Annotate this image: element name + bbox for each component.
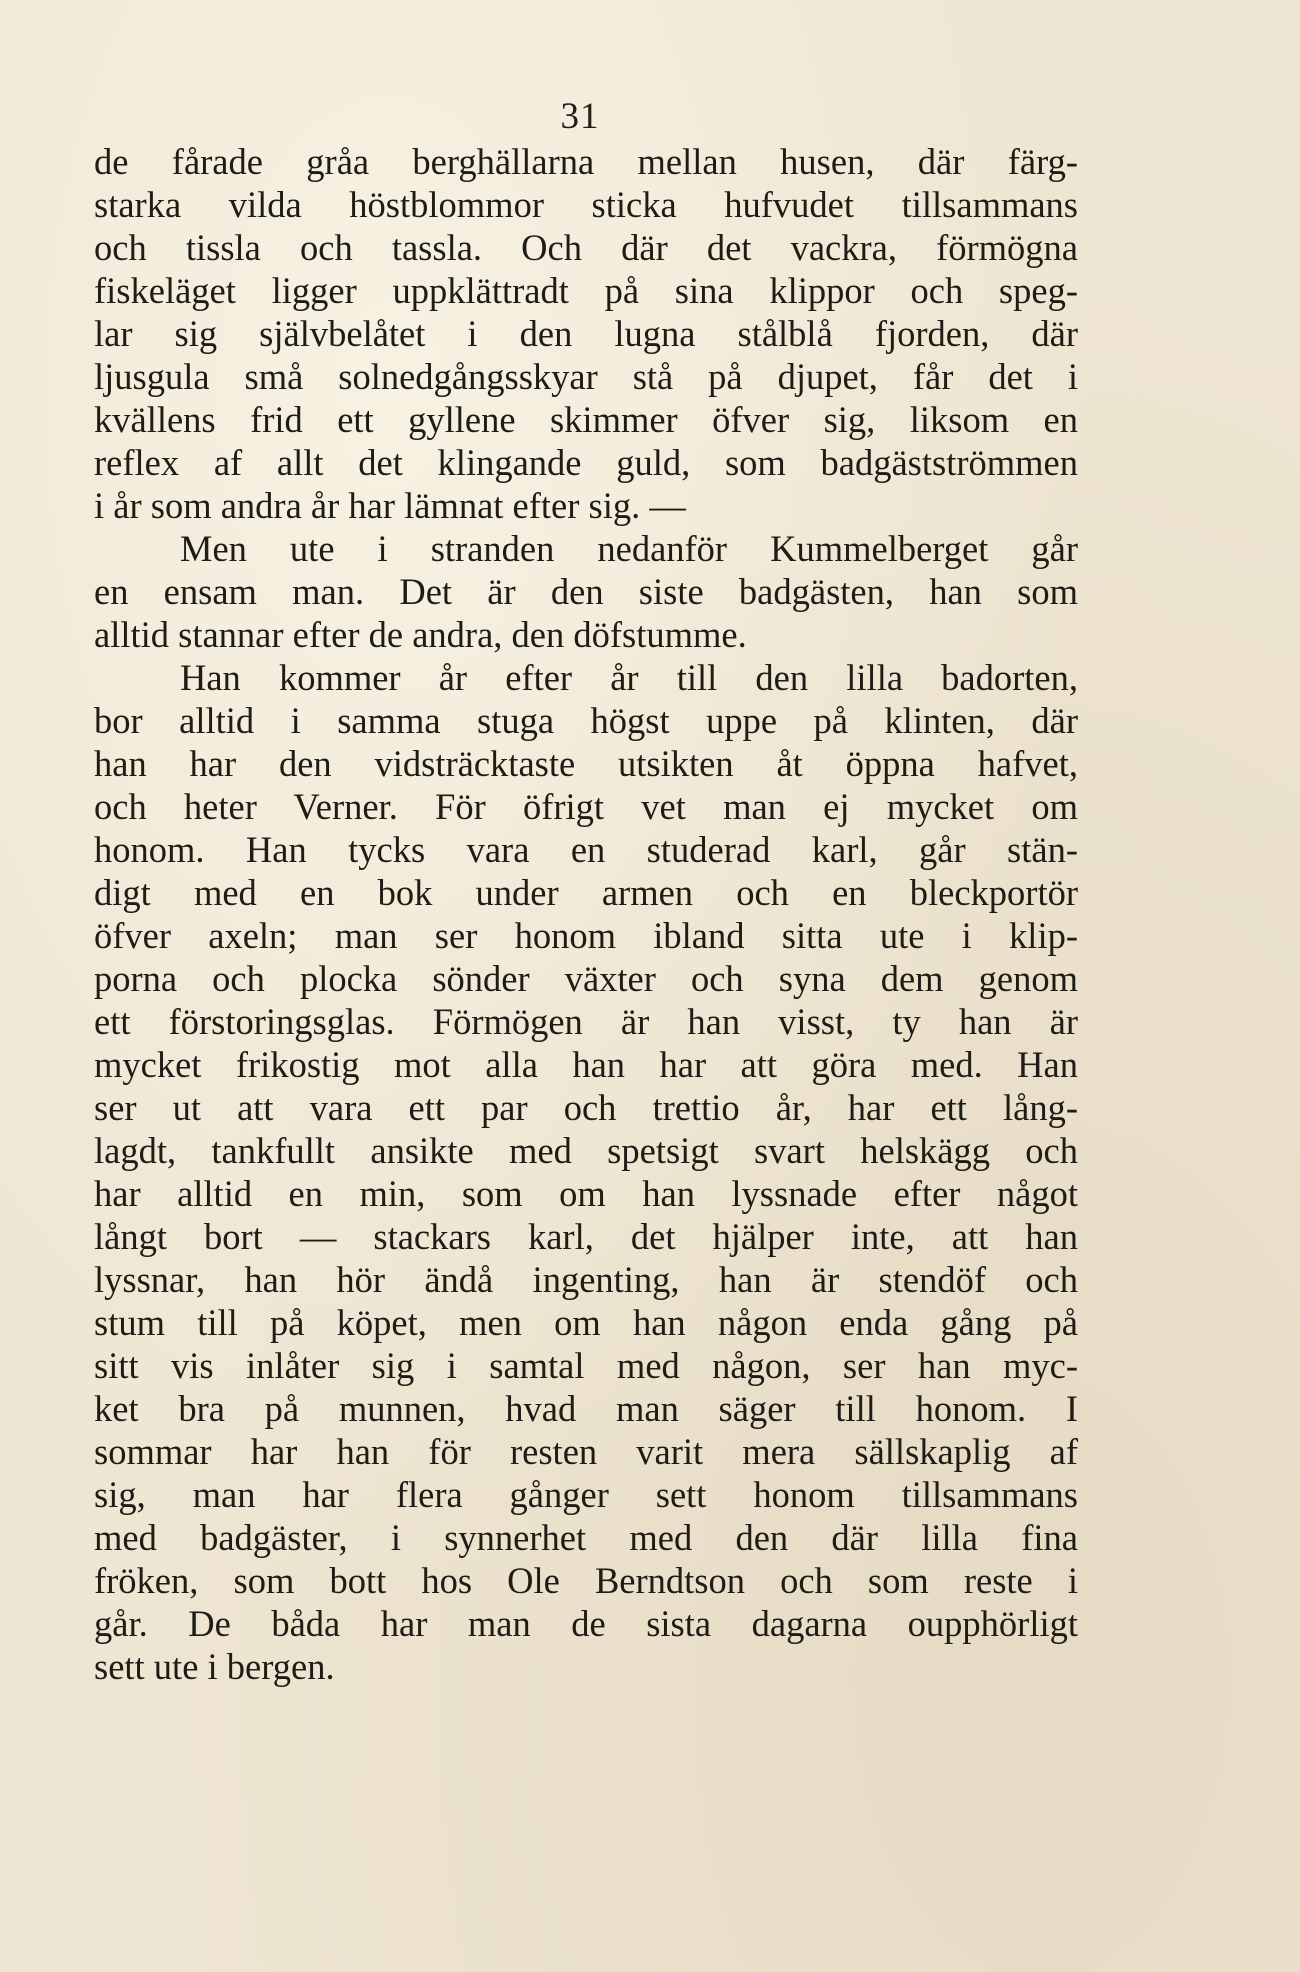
text-line-8: reflex af allt det klingande guld, som badgästströmmen bbox=[94, 442, 1078, 483]
text-line-23: ser ut att vara ett par och trettio år, har ett lång- bbox=[94, 1087, 1078, 1128]
text-line-19: öfver axeln; man ser honom ibland sitta ute i klip- bbox=[94, 915, 1078, 956]
text-line-4: fiskeläget ligger uppklättradt på sina klippor och speg- bbox=[94, 270, 1078, 311]
text-line-5: lar sig självbelåtet i den lugna stålblå fjorden, där bbox=[94, 313, 1078, 354]
text-line-22: mycket frikostig mot alla han har att göra med. Han bbox=[94, 1044, 1078, 1085]
text-line-30: ket bra på munnen, hvad man säger till honom. I bbox=[94, 1388, 1078, 1429]
text-line-18: digt med en bok under armen och en bleckportör bbox=[94, 872, 1078, 913]
text-line-9: i år som andra år har lämnat efter sig. — bbox=[94, 485, 686, 526]
text-line-28: stum till på köpet, men om han någon enda gång på bbox=[94, 1302, 1078, 1343]
text-line-34: fröken, som bott hos Ole Berndtson och som reste i bbox=[94, 1560, 1078, 1601]
text-line-6: ljusgula små solnedgångsskyar stå på djupet, får det i bbox=[94, 356, 1078, 397]
text-line-20: porna och plocka sönder växter och syna dem genom bbox=[94, 958, 1078, 999]
text-line-12: alltid stannar efter de andra, den döfstumme. bbox=[94, 614, 747, 655]
text-line-14: bor alltid i samma stuga högst uppe på klinten, där bbox=[94, 700, 1078, 741]
text-line-15: han har den vidsträcktaste utsikten åt öppna hafvet, bbox=[94, 743, 1078, 784]
text-line-7: kvällens frid ett gyllene skimmer öfver sig, liksom en bbox=[94, 399, 1078, 440]
text-line-35: går. De båda har man de sista dagarna oupphörligt bbox=[94, 1603, 1078, 1644]
text-line-31: sommar har han för resten varit mera sällskaplig af bbox=[94, 1431, 1078, 1472]
text-line-24: lagdt, tankfullt ansikte med spetsigt svart helskägg och bbox=[94, 1130, 1078, 1171]
text-line-21: ett förstoringsglas. Förmögen är han visst, ty han är bbox=[94, 1001, 1078, 1042]
text-line-26: långt bort — stackars karl, det hjälper inte, att han bbox=[94, 1216, 1078, 1257]
text-line-16: och heter Verner. För öfrigt vet man ej mycket om bbox=[94, 786, 1078, 827]
text-line-32: sig, man har flera gånger sett honom tillsammans bbox=[94, 1474, 1078, 1515]
page-number: 31 bbox=[560, 96, 600, 137]
text-line-25: har alltid en min, som om han lyssnade efter något bbox=[94, 1173, 1078, 1214]
text-line-1: de fårade gråa berghällarna mellan husen, där färg- bbox=[94, 141, 1078, 182]
text-line-17: honom. Han tycks vara en studerad karl, går stän- bbox=[94, 829, 1078, 870]
text-line-27: lyssnar, han hör ändå ingenting, han är stendöf och bbox=[94, 1259, 1078, 1300]
text-line-2: starka vilda höstblommor sticka hufvudet tillsammans bbox=[94, 184, 1078, 225]
text-line-29: sitt vis inlåter sig i samtal med någon, ser han myc- bbox=[94, 1345, 1078, 1386]
text-line-10: Men ute i stranden nedanför Kummelberget går bbox=[180, 528, 1078, 569]
text-line-36: sett ute i bergen. bbox=[94, 1646, 335, 1687]
text-line-3: och tissla och tassla. Och där det vackra, förmögna bbox=[94, 227, 1078, 268]
text-line-11: en ensam man. Det är den siste badgästen, han som bbox=[94, 571, 1078, 612]
text-line-13: Han kommer år efter år till den lilla badorten, bbox=[180, 657, 1078, 698]
text-line-33: med badgäster, i synnerhet med den där lilla fina bbox=[94, 1517, 1078, 1558]
